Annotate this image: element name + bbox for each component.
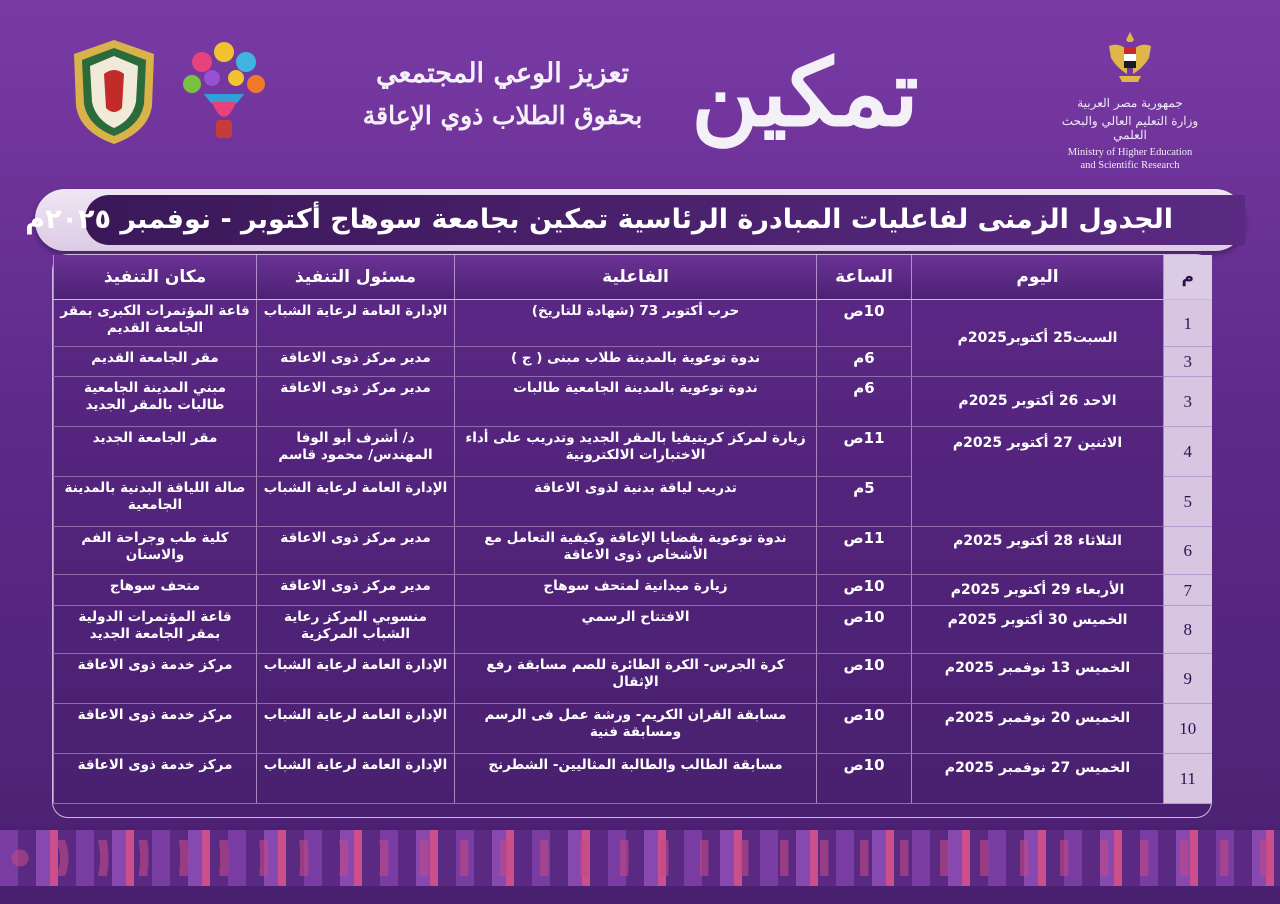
row-place: قاعة المؤتمرات الدولية بمقر الجامعة الجديد bbox=[54, 606, 257, 654]
table-row bbox=[54, 300, 1212, 347]
row-day: الاحد 26 أكتوبر 2025م bbox=[912, 377, 1164, 427]
row-place: مركز خدمة ذوى الاعاقة bbox=[54, 754, 257, 804]
row-time: 10ص bbox=[817, 754, 912, 804]
flower-logo-icon bbox=[172, 32, 277, 144]
row-activity: ندوة توعوية بالمدينة الجامعية طالبات bbox=[455, 377, 817, 427]
row-day: السبت25 أكتوبر2025م bbox=[912, 300, 1164, 377]
ministry-ar-line1: جمهورية مصر العربية bbox=[1077, 96, 1183, 110]
table-row bbox=[54, 606, 1212, 654]
row-responsible: د/ أشرف أبو الوفا المهندس/ محمود قاسم bbox=[257, 427, 455, 477]
table-row bbox=[54, 427, 1212, 477]
header-num: م bbox=[1164, 255, 1212, 300]
row-activity: زيارة لمركز كريتيفيا بالمقر الجديد وتدريب على أداء الاختبارات الالكترونية bbox=[455, 427, 817, 477]
row-place: كلية طب وجراحة الفم والاسنان bbox=[54, 527, 257, 575]
row-responsible: مدير مركز ذوى الاعاقة bbox=[257, 527, 455, 575]
row-place: متحف سوهاج bbox=[54, 575, 257, 606]
row-time: 6م bbox=[817, 377, 912, 427]
row-activity: ندوة توعوية بقضايا الإعاقة وكيفية التعامل مع الأشخاص ذوى الاعاقة bbox=[455, 527, 817, 575]
row-responsible: مدير مركز ذوى الاعاقة bbox=[257, 347, 455, 377]
table-row bbox=[54, 704, 1212, 754]
row-activity: الافتتاح الرسمي bbox=[455, 606, 817, 654]
table-row bbox=[54, 527, 1212, 575]
table-row bbox=[54, 377, 1212, 427]
row-time: 10ص bbox=[817, 654, 912, 704]
row-activity: حرب أكتوبر 73 (شهادة للتاريخ) bbox=[455, 300, 817, 347]
header-place: مكان التنفيذ bbox=[54, 255, 257, 300]
row-num: 1 bbox=[1164, 300, 1212, 347]
table-row bbox=[54, 754, 1212, 804]
row-day: الخميس 27 نوفمبر 2025م bbox=[912, 754, 1164, 804]
ministry-en-line2: and Scientific Research bbox=[1080, 160, 1180, 171]
row-responsible: الإدارة العامة لرعاية الشباب bbox=[257, 754, 455, 804]
brand-title: تمكين bbox=[691, 39, 919, 147]
header-day: اليوم bbox=[912, 255, 1164, 300]
row-time: 11ص bbox=[817, 427, 912, 477]
footer-dots bbox=[0, 840, 1280, 876]
header bbox=[0, 0, 1280, 185]
table-header-row bbox=[54, 255, 1212, 300]
schedule-table bbox=[53, 255, 1212, 804]
footer-pattern bbox=[0, 826, 1280, 904]
row-responsible: مدير مركز ذوى الاعاقة bbox=[257, 575, 455, 606]
row-place: مبني المدينة الجامعية طالبات بالمقر الجديد bbox=[54, 377, 257, 427]
row-num: 4 bbox=[1164, 427, 1212, 477]
row-time: 5م bbox=[817, 477, 912, 527]
row-num: 10 bbox=[1164, 704, 1212, 754]
row-day: الخميس 13 نوفمبر 2025م bbox=[912, 654, 1164, 704]
row-responsible: الإدارة العامة لرعاية الشباب bbox=[257, 477, 455, 527]
row-responsible: مدير مركز ذوى الاعاقة bbox=[257, 377, 455, 427]
ministry-logo bbox=[1050, 28, 1210, 172]
row-day: الخميس 20 نوفمبر 2025م bbox=[912, 704, 1164, 754]
row-num: 9 bbox=[1164, 654, 1212, 704]
row-day: الاثنين 27 أكتوبر 2025م bbox=[912, 427, 1164, 527]
slogan-line2: بحقوق الطلاب ذوي الإعاقة bbox=[362, 101, 643, 130]
row-day: الأربعاء 29 أكتوبر 2025م bbox=[912, 575, 1164, 606]
row-responsible: منسوبي المركز رعاية الشباب المركزية bbox=[257, 606, 455, 654]
schedule-banner bbox=[25, 189, 1245, 251]
row-place: مقر الجامعة القديم bbox=[54, 347, 257, 377]
banner-title: الجدول الزمنى لفاعليات المبادرة الرئاسية تمكين بجامعة سوهاج أكتوبر - نوفمبر ٢٠٢٥م bbox=[25, 204, 1173, 235]
header-activity: الفاعلية bbox=[455, 255, 817, 300]
row-time: 11ص bbox=[817, 527, 912, 575]
row-place: مقر الجامعة الجديد bbox=[54, 427, 257, 477]
slogan bbox=[330, 52, 675, 136]
row-time: 6م bbox=[817, 347, 912, 377]
row-num: 6 bbox=[1164, 527, 1212, 575]
row-time: 10ص bbox=[817, 704, 912, 754]
ministry-en-line1: Ministry of Higher Education bbox=[1067, 147, 1193, 158]
row-num: 7 bbox=[1164, 575, 1212, 606]
row-activity: كرة الجرس- الكرة الطائرة للصم مسابقة رفع الإثقال bbox=[455, 654, 817, 704]
row-num: 3 bbox=[1164, 347, 1212, 377]
row-activity: مسابقة الطالب والطالبة المثاليين- الشطرنج bbox=[455, 754, 817, 804]
row-activity: ندوة توعوية بالمدينة طلاب مبنى ( ج ) bbox=[455, 347, 817, 377]
table-row bbox=[54, 654, 1212, 704]
slogan-line1: تعزيز الوعي المجتمعي bbox=[376, 58, 629, 89]
row-activity: زيارة ميدانية لمتحف سوهاج bbox=[455, 575, 817, 606]
header-time: الساعة bbox=[817, 255, 912, 300]
header-responsible: مسئول التنفيذ bbox=[257, 255, 455, 300]
table-row bbox=[54, 575, 1212, 606]
row-num: 5 bbox=[1164, 477, 1212, 527]
row-responsible: الإدارة العامة لرعاية الشباب bbox=[257, 300, 455, 347]
row-num: 3 bbox=[1164, 377, 1212, 427]
row-place: مركز خدمة ذوى الاعاقة bbox=[54, 704, 257, 754]
row-place: مركز خدمة ذوى الاعاقة bbox=[54, 654, 257, 704]
row-num: 11 bbox=[1164, 754, 1212, 804]
row-activity: مسابقة القران الكريم- ورشة عمل فى الرسم ومسابقة فنية bbox=[455, 704, 817, 754]
row-place: صالة اللياقة البدنية بالمدينة الجامعية bbox=[54, 477, 257, 527]
row-day: الخميس 30 أكتوبر 2025م bbox=[912, 606, 1164, 654]
row-num: 8 bbox=[1164, 606, 1212, 654]
row-day: الثلاثاء 28 أكتوبر 2025م bbox=[912, 527, 1164, 575]
row-activity: تدريب لياقة بدنية لذوى الاعاقة bbox=[455, 477, 817, 527]
row-time: 10ص bbox=[817, 606, 912, 654]
schedule-table-container bbox=[52, 254, 1212, 818]
row-responsible: الإدارة العامة لرعاية الشباب bbox=[257, 704, 455, 754]
row-place: قاعة المؤتمرات الكبرى بمقر الجامعة القديم bbox=[54, 300, 257, 347]
ministry-ar-line2: وزارة التعليم العالي والبحث العلمي bbox=[1061, 114, 1199, 142]
row-time: 10ص bbox=[817, 300, 912, 347]
row-responsible: الإدارة العامة لرعاية الشباب bbox=[257, 654, 455, 704]
eagle-emblem-icon bbox=[1105, 28, 1155, 86]
row-time: 10ص bbox=[817, 575, 912, 606]
university-crest-icon bbox=[68, 36, 160, 148]
